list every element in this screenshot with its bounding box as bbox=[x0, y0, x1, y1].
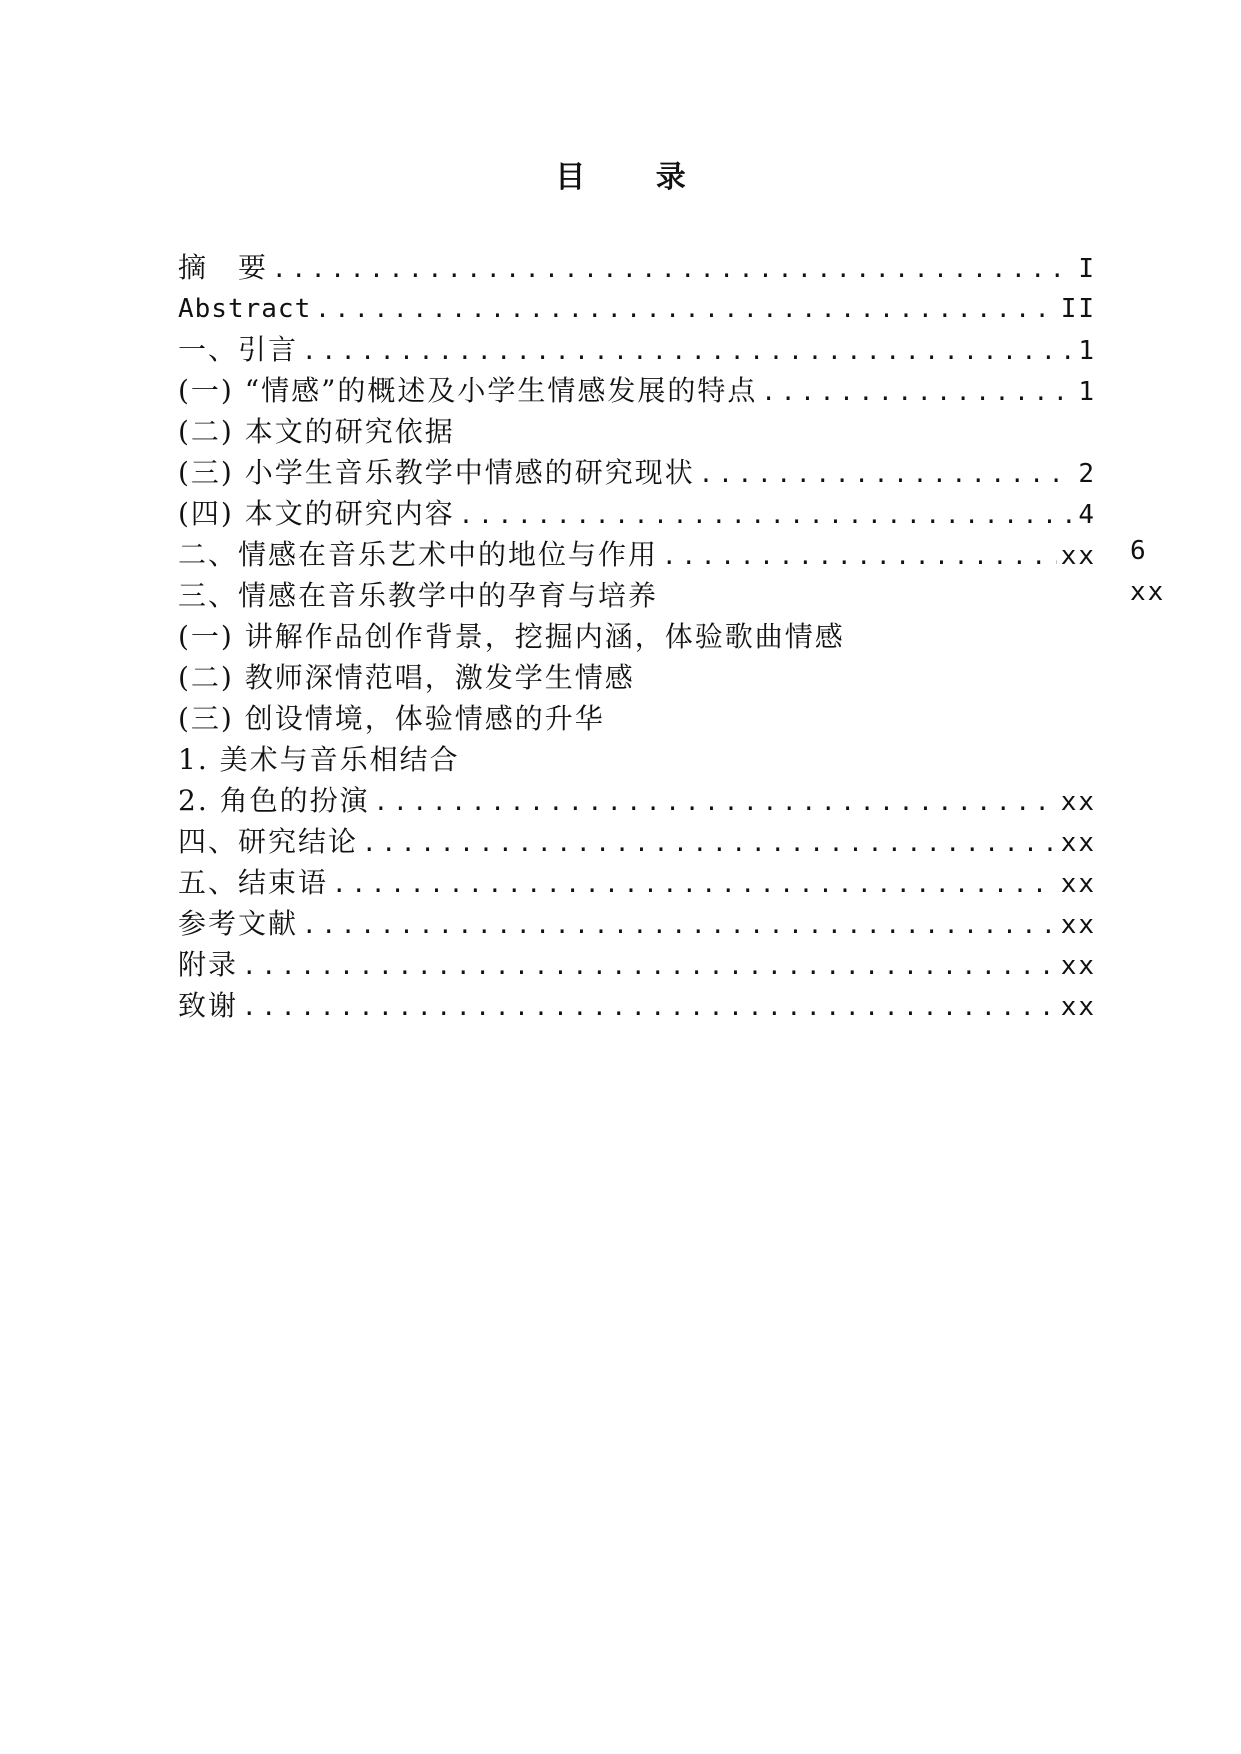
toc-dot-leader bbox=[302, 905, 1057, 945]
toc-entry-label: (二) 本文的研究依据 bbox=[178, 415, 455, 448]
toc-page-number: 2 bbox=[1078, 459, 1096, 489]
toc-entry-label: (一) “情感”的概述及小学生情感发展的特点 bbox=[178, 374, 758, 407]
toc-dot-leader bbox=[242, 987, 1057, 1027]
toc-page-number: xx bbox=[1060, 869, 1096, 899]
toc-page-number: 1 bbox=[1078, 377, 1096, 407]
toc-entry-3-3[interactable] bbox=[178, 699, 1096, 739]
toc-page-number: xx bbox=[1060, 828, 1096, 858]
toc-entry-label: 致谢 bbox=[178, 989, 239, 1022]
toc-entry-label: 五、结束语 bbox=[178, 866, 329, 899]
toc-page-number: 1 bbox=[1078, 336, 1096, 366]
toc-entry-3-3-1[interactable] bbox=[178, 740, 1096, 780]
toc-entry-chapter-5[interactable] bbox=[178, 863, 1096, 903]
page-title: 目 录 bbox=[555, 160, 716, 195]
toc-dot-leader bbox=[315, 289, 1056, 329]
toc-entry-label: (一) 讲解作品创作背景，挖掘内涵，体验歌曲情感 bbox=[178, 620, 845, 653]
toc-dot-leader bbox=[242, 946, 1057, 986]
toc-entry-introduction[interactable] bbox=[178, 330, 1096, 370]
toc-entry-label: (四) 本文的研究内容 bbox=[178, 497, 455, 530]
toc-entry-label: 2. 角色的扮演 bbox=[178, 784, 370, 817]
toc-page-number: xx bbox=[1060, 787, 1096, 817]
toc-entry-3-3-2[interactable] bbox=[178, 781, 1096, 821]
toc-entry-label: 三、情感在音乐教学中的孕育与培养 bbox=[178, 579, 659, 612]
stray-page-number: xx bbox=[1130, 577, 1166, 607]
toc-entry-label: 四、研究结论 bbox=[178, 825, 359, 858]
toc-dot-leader bbox=[272, 249, 1074, 289]
toc-entry-label: Abstract bbox=[178, 294, 312, 324]
toc-page-number: xx bbox=[1060, 910, 1096, 940]
toc-entry-label: (二) 教师深情范唱，激发学生情感 bbox=[178, 661, 635, 694]
toc-entry-label: 1. 美术与音乐相结合 bbox=[178, 743, 460, 776]
toc-dot-leader bbox=[761, 372, 1074, 412]
toc-dot-leader bbox=[362, 823, 1057, 863]
toc-entry-3-1[interactable] bbox=[178, 617, 1096, 657]
toc-entry-acknowledgements[interactable] bbox=[178, 986, 1096, 1026]
toc-dot-leader bbox=[332, 864, 1057, 904]
toc-dot-leader bbox=[662, 536, 1057, 576]
toc-entry-label: 摘 要 bbox=[178, 251, 269, 284]
toc-dot-leader bbox=[302, 331, 1074, 371]
toc-entry-abstract-cn[interactable] bbox=[178, 248, 1096, 288]
toc-page-number: xx bbox=[1060, 992, 1096, 1022]
toc-entry-label: 附录 bbox=[178, 948, 239, 981]
toc-entry-chapter-3[interactable] bbox=[178, 576, 1096, 616]
toc-page-number: I bbox=[1078, 254, 1096, 284]
toc-entry-references[interactable] bbox=[178, 904, 1096, 944]
toc-entry-1-3[interactable] bbox=[178, 453, 1096, 493]
toc-dot-leader bbox=[699, 454, 1075, 494]
toc-entry-label: (三) 创设情境，体验情感的升华 bbox=[178, 702, 605, 735]
toc-page-number: xx bbox=[1060, 951, 1096, 981]
toc-entry-chapter-2[interactable] bbox=[178, 535, 1096, 575]
toc-page-number: 4 bbox=[1078, 500, 1096, 530]
toc-entry-chapter-4[interactable] bbox=[178, 822, 1096, 862]
toc-entry-appendix[interactable] bbox=[178, 945, 1096, 985]
toc-dot-leader bbox=[374, 782, 1057, 822]
toc-entry-label: 参考文献 bbox=[178, 907, 299, 940]
toc-page-number: xx bbox=[1060, 541, 1096, 571]
stray-page-number: 6 bbox=[1130, 536, 1148, 566]
toc-dot-leader bbox=[459, 495, 1075, 535]
toc-entry-1-4[interactable] bbox=[178, 494, 1096, 534]
toc-entry-label: 一、引言 bbox=[178, 333, 299, 366]
toc-entry-3-2[interactable] bbox=[178, 658, 1096, 698]
toc-entry-label: (三) 小学生音乐教学中情感的研究现状 bbox=[178, 456, 695, 489]
toc-entry-1-2[interactable] bbox=[178, 412, 1096, 452]
toc-entry-label: 二、情感在音乐艺术中的地位与作用 bbox=[178, 538, 659, 571]
toc-page-number: II bbox=[1060, 294, 1096, 324]
toc-entry-abstract-en[interactable] bbox=[178, 289, 1096, 329]
toc-entry-1-1[interactable] bbox=[178, 371, 1096, 411]
